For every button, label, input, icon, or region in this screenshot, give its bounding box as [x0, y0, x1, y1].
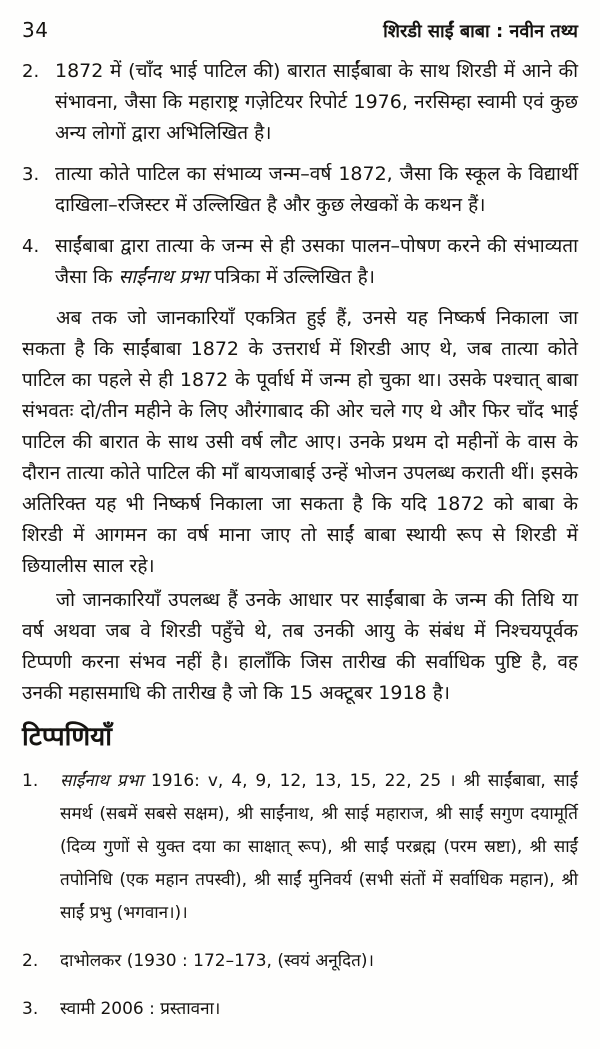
footnote-2 [22, 945, 578, 978]
body-paragraph-1: अब तक जो जानकारियाँ एकत्रित हुई हैं, उनसे यह निष्कर्ष निकाला जा सकता है कि साईंबाबा 1872 के उत्तरार्ध में शिरडी आए थे, जब तात्या कोते पाटिल का पहले से ही 1872 के पूर्वार्ध में जन्म हो चुका था। उसके पश्चात् बाबा संभवतः दो/तीन महीने के लिए औरंगाबाद की ओर चले गए थे और फिर चाँद भाई पाटिल की बारात के साथ उसी वर्ष लौट आए। उनके प्रथम दो महीनों के वास के दौरान तात्या कोते पाटिल की माँ बायजाबाई उन्हें भोजन उपलब्ध कराती थीं। इसके अतिरिक्त यह भी निष्कर्ष निकाला जा सकता है कि यदि 1872 को बाबा के शिरडी में आगमन का वर्ष माना जाए तो साईं बाबा स्थायी रूप से शिरडी में छियालीस साल रहे। [22, 307, 578, 577]
item-number: 2. [22, 61, 40, 82]
item-number: 4. [22, 236, 40, 257]
footnote-number: 3. [22, 999, 39, 1019]
item-text: तात्या कोते पाटिल का संभाव्य जन्म–वर्ष 1872, जैसा कि स्कूल के विद्यार्थी दाखिला–रजिस्टर में उल्लिखित है और कुछ लेखकों के कथन हैं। [55, 163, 578, 216]
footnote-number: 2. [22, 951, 39, 971]
footnote-number: 1. [22, 771, 39, 791]
footnote-1 [22, 765, 578, 930]
body-paragraph-2: जो जानकारियाँ उपलब्ध हैं उनके आधार पर साईंबाबा के जन्म की तिथि या वर्ष अथवा जब वे शिरडी पहुँचे थे, तब उनकी आयु के संबंध में निश्चयपूर्वक टिप्पणी करना संभव नहीं है। हालाँकि जिस तारीख की सर्वाधिक पुष्टि है, वह उनकी महासमाधि की तारीख है जो कि 15 अक्टूबर 1918 है। [22, 589, 578, 704]
item-text: 1872 में (चाँद भाई पाटिल की) बारात साईंबाबा के साथ शिरडी में आने की संभावना, जैसा कि महाराष्ट्र गज़ेटियर रिपोर्ट 1976, नरसिम्हा स्वामी एवं कुछ अन्य लोगों द्वारा अभिलिखित है। [55, 60, 578, 144]
list-item-4 [22, 231, 578, 293]
cited-work-title: साईंनाथ प्रभा [60, 771, 143, 791]
footnote-text: स्वामी 2006 : प्रस्तावना। [60, 999, 221, 1019]
page-header [22, 18, 578, 43]
notes-heading: टिप्पणियाँ [22, 722, 112, 752]
footnote-3 [22, 993, 578, 1026]
list-item-2 [22, 56, 578, 149]
item-text-segment: पत्रिका में उल्लिखित है। [208, 266, 375, 288]
footnotes-list [22, 765, 578, 1026]
page-number: 34 [22, 18, 49, 42]
footnote-text-segment: 1916: v, 4, 9, 12, 13, 15, 22, 25 । श्री साईंबाबा, साईं समर्थ (सबमें सबसे सक्षम), श्री साईंनाथ, श्री साई महाराज, श्री साईं सगुण दयामूर्ति (दिव्य गुणों से युक्त दया का साक्षात् रूप), श्री साईं परब्रह्म (परम स्रष्टा), श्री साईं तपोनिधि (एक महान तपस्वी), श्री साईं मुनिवर्य (सभी संतों में सर्वाधिक महान), श्री साईं प्रभु (भगवान।)। [60, 771, 578, 923]
item-text-segment: साईंबाबा द्वारा तात्या के जन्म से ही उसका पालन–पोषण करने की संभाव्यता जैसा कि [55, 235, 578, 288]
list-item-3 [22, 159, 578, 221]
running-title: शिरडी साईं बाबा : नवीन तथ्य [383, 21, 578, 42]
footnote-text [60, 765, 578, 930]
footnote-text: दाभोलकर (1930 : 172–173, (स्वयं अनूदित)। [60, 951, 374, 971]
numbered-list [22, 56, 578, 293]
cited-work-title: साईंनाथ प्रभा [118, 266, 209, 288]
item-number: 3. [22, 164, 40, 185]
item-text [55, 231, 578, 293]
